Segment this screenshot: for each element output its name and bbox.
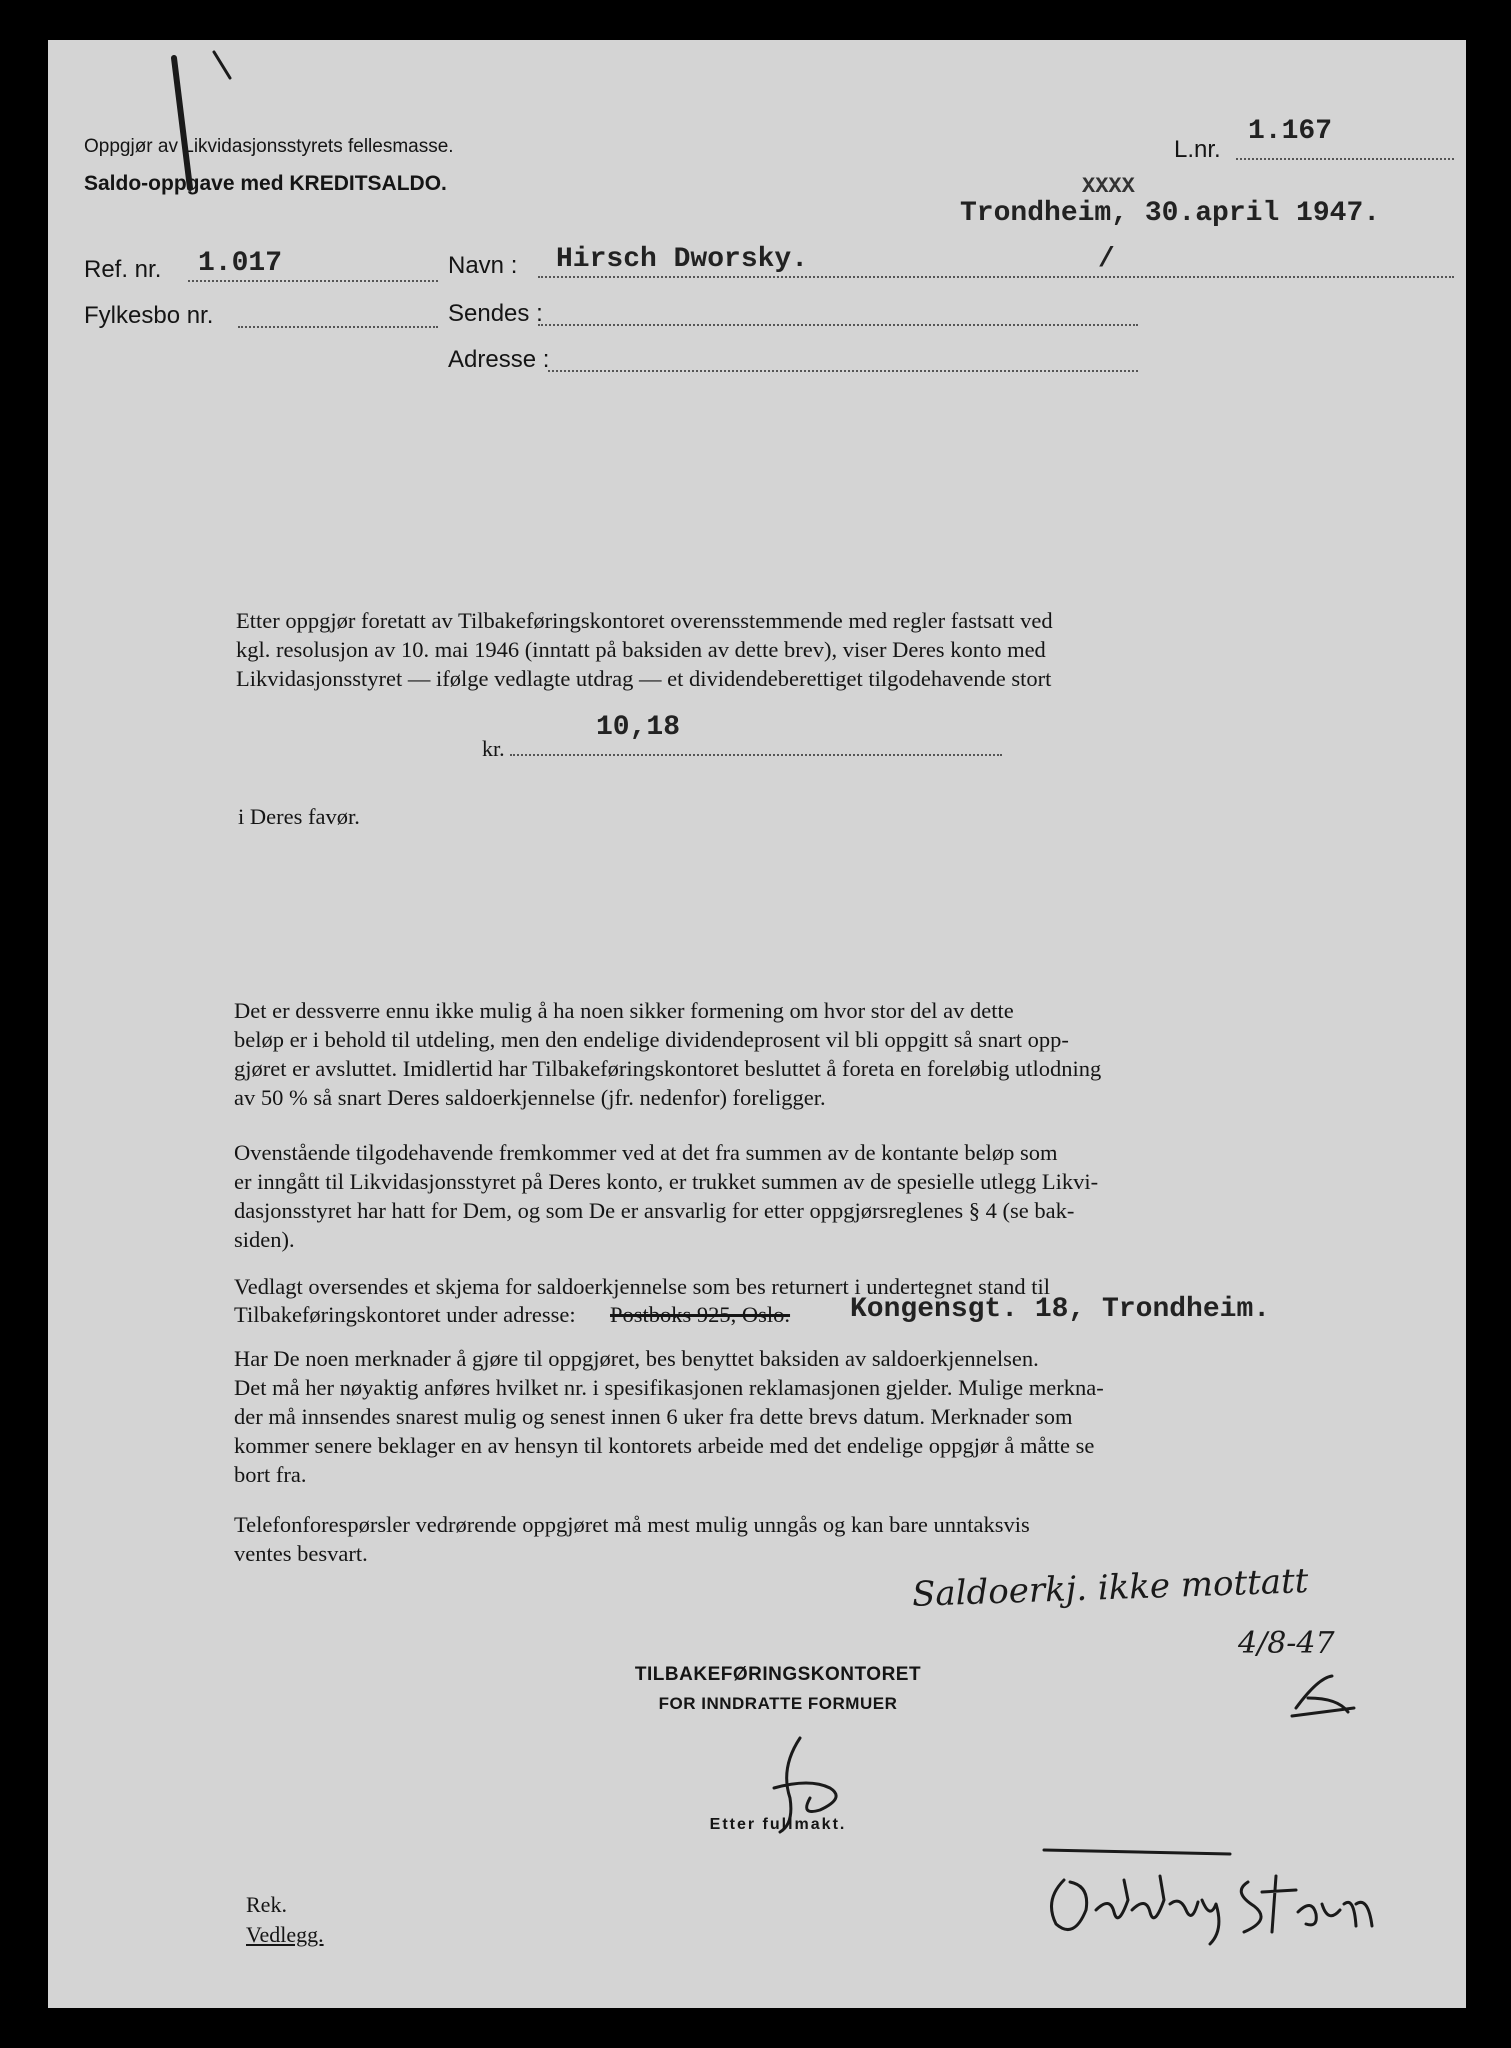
p6-line: Telefonforespørsler vedrørende oppgjøret må mest mulig unngås og kan bare unntaksvis	[234, 1512, 1030, 1537]
fylkesbo-dotted-line	[238, 326, 438, 328]
vedlegg-label: Vedlegg.	[246, 1922, 324, 1947]
paragraph-1	[236, 606, 1270, 693]
favor-text: i Deres favør.	[238, 804, 360, 829]
p1-line: Likvidasjonsstyret — ifølge vedlagte utdrag — et dividendeberettiget tilgodehavende stort	[236, 666, 1052, 691]
p3-line: er inngått til Likvidasjonsstyret på Deres konto, er trukket summen av de spesielle utlegg Likvi-	[234, 1169, 1099, 1194]
p1-line: Etter oppgjør foretatt av Tilbakeføringskontoret overensstemmende med regler fastsatt ved	[236, 608, 1053, 633]
adresse-label: Adresse :	[448, 346, 550, 373]
handwritten-signature	[1040, 1840, 1410, 1950]
struck-place: XXXX	[1082, 174, 1135, 199]
sendes-dotted-line	[538, 324, 1138, 326]
header-line-1: Oppgjør av Likvidasjonsstyrets fellesmasse.	[84, 136, 454, 157]
ref-dotted-line	[188, 280, 438, 282]
navn-label: Navn :	[448, 252, 518, 279]
p2-line: gjøret er avsluttet. Imidlertid har Tilbakeføringskontoret besluttet å foreta en foreløbig utlodning	[234, 1056, 1102, 1081]
p5-line: kommer senere beklager en av hensyn til kontorets arbeide med det endelige oppgjør å måtte se	[234, 1433, 1095, 1458]
p5-line: Har De noen merknader å gjøre til oppgjøret, bes benyttet baksiden av saldoerkjennelsen.	[234, 1346, 1039, 1371]
p6-line: ventes besvart.	[234, 1541, 368, 1566]
paragraph-6	[234, 1510, 1270, 1568]
paragraph-2	[234, 996, 1270, 1112]
p4-line-1: Vedlagt oversendes et skjema for saldoerkjennelse som bes returnert i undertegnet stand til	[234, 1274, 1050, 1299]
kr-label: kr.	[482, 736, 505, 761]
p5-line: Det må her nøyaktig anføres hvilket nr. i spesifikasjonen reklamasjonen gjelder. Mulige merkna-	[234, 1375, 1104, 1400]
p2-line: Det er dessverre ennu ikke mulig å ha noen sikker formening om hvor stor del av dette	[234, 998, 1014, 1023]
kr-dotted-line	[510, 754, 1002, 756]
p3-line: dasjonsstyret har hatt for Dem, og som De er ansvarlig for etter oppgjørsreglenes § 4 (se bak-	[234, 1198, 1075, 1223]
ref-value: 1.017	[198, 248, 283, 279]
lnr-dotted-line	[1236, 158, 1454, 160]
ref-label: Ref. nr.	[84, 256, 162, 283]
p3-line: siden).	[234, 1227, 295, 1252]
etter-fullmakt: Etter fullmakt.	[709, 1816, 847, 1833]
p4-line-2-prefix: Tilbakeføringskontoret under adresse:	[234, 1302, 576, 1327]
p1-line: kgl. resolusjon av 10. mai 1946 (inntatt på baksiden av dette brev), viser Deres konto med	[236, 637, 1046, 662]
office-line-1: TILBAKEFØRINGSKONTORET	[634, 1664, 922, 1685]
navn-value: Hirsch Dworsky.	[556, 244, 809, 275]
office-line-2: FOR INNDRATTE FORMUER	[658, 1694, 898, 1713]
p3-line: Ovenstående tilgodehavende fremkommer ved at det fra summen av de kontante beløp som	[234, 1140, 1058, 1165]
paragraph-3	[234, 1138, 1270, 1254]
handwritten-date: 4/8-47	[1238, 1626, 1335, 1661]
lnr-label: L.nr.	[1174, 136, 1221, 163]
paragraph-5	[234, 1344, 1270, 1489]
navn-dotted-line	[538, 276, 1454, 278]
rek-label: Rek.	[246, 1892, 287, 1917]
document-page	[48, 40, 1466, 2008]
sendes-label: Sendes :	[448, 300, 543, 327]
p5-line: bort fra.	[234, 1462, 307, 1487]
place-date: Trondheim, 30.april 1947.	[960, 198, 1381, 229]
lnr-value: 1.167	[1248, 116, 1333, 147]
initials-mark	[1288, 1668, 1358, 1722]
navn-slash: /	[1098, 244, 1115, 275]
header-line-2: Saldo-oppgave med KREDITSALDO.	[84, 172, 447, 195]
handwritten-note: Saldoerkj. ikke mottatt	[911, 1561, 1310, 1615]
p2-line: beløp er i behold til utdeling, men den endelige dividendeprosent vil bli oppgitt så snart opp-	[234, 1027, 1069, 1052]
p2-line: av 50 % så snart Deres saldoerkjennelse (jfr. nedenfor) foreligger.	[234, 1085, 826, 1110]
adresse-dotted-line	[548, 370, 1138, 372]
p4-typed-address: Kongensgt. 18, Trondheim.	[850, 1294, 1271, 1325]
p5-line: der må innsendes snarest mulig og senest innen 6 uker fra dette brevs datum. Merknader som	[234, 1404, 1073, 1429]
p4-struck-address: Postboks 925, Oslo.	[610, 1302, 791, 1327]
staple-mark	[144, 48, 254, 198]
fylkesbo-label: Fylkesbo nr.	[84, 302, 214, 329]
kr-value: 10,18	[596, 712, 681, 743]
